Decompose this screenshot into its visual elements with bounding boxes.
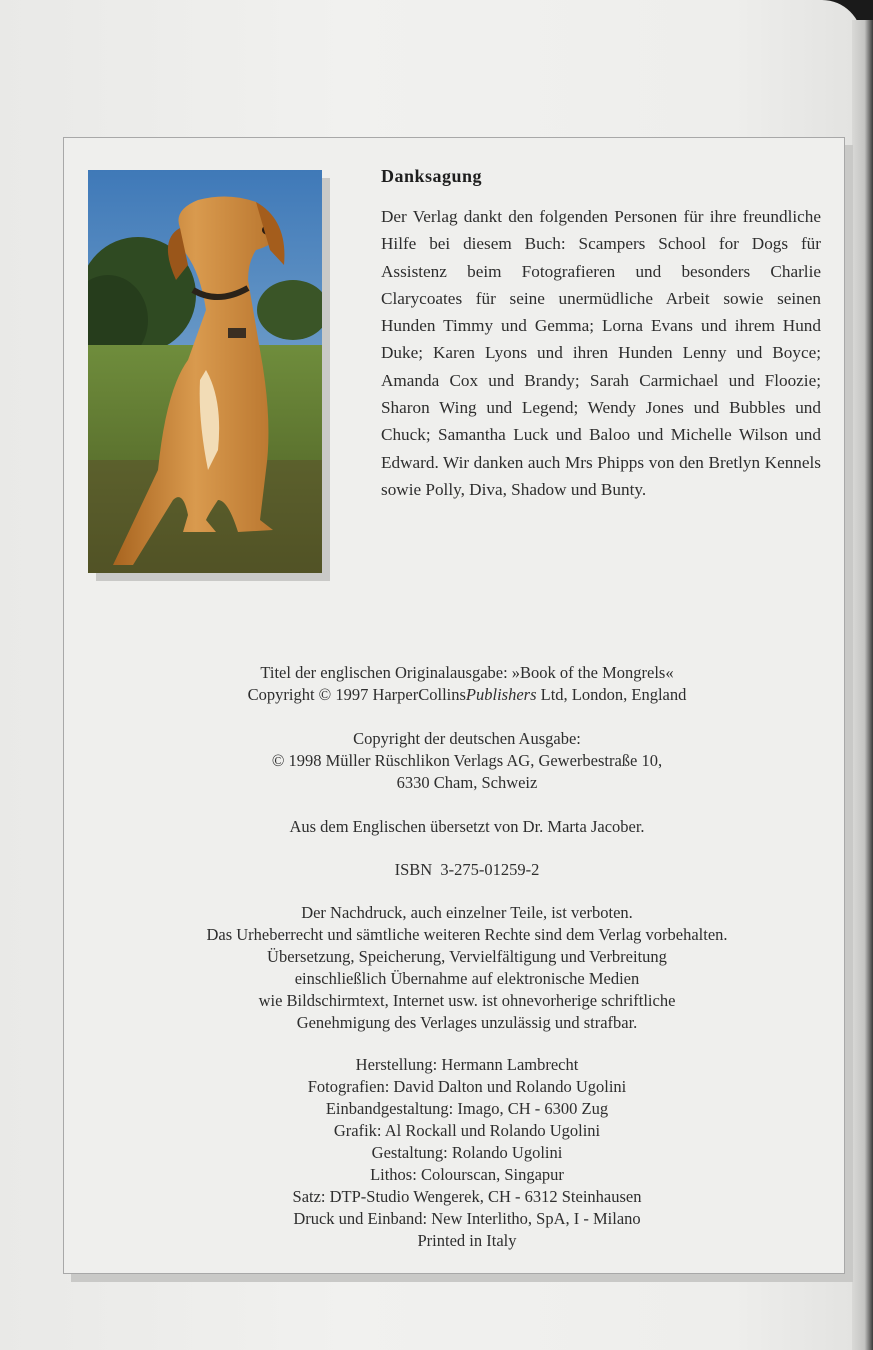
rights-block	[63, 902, 871, 1034]
original-copyright-line: Copyright © 1997 HarperCollinsPublishers Ltd, London, England	[247, 685, 687, 704]
isbn-line: ISBN 3-275-01259-2	[394, 860, 540, 879]
rights-line: wie Bildschirmtext, Internet usw. ist ohnevorherige schriftliche	[258, 991, 676, 1010]
dog-photo	[88, 170, 322, 573]
german-copyright-line: Copyright der deutschen Ausgabe:	[353, 729, 581, 748]
credit-line: Einbandgestaltung: Imago, CH - 6300 Zug	[325, 1099, 609, 1118]
original-title-line: Titel der englischen Originalausgabe: »Book of the Mongrels«	[260, 663, 674, 682]
credits-block	[63, 1054, 871, 1252]
translator-line: Aus dem Englischen übersetzt von Dr. Marta Jacober.	[289, 817, 645, 836]
credit-line: Grafik: Al Rockall und Rolando Ugolini	[333, 1121, 601, 1140]
german-copyright-line: © 1998 Müller Rüschlikon Verlags AG, Gewerbestraße 10,	[271, 751, 663, 770]
acknowledgement-section	[381, 166, 821, 503]
credit-line: Satz: DTP-Studio Wengerek, CH - 6312 Steinhausen	[292, 1187, 642, 1206]
credit-line: Fotografien: David Dalton und Rolando Ugolini	[307, 1077, 627, 1096]
original-edition-block	[63, 662, 871, 706]
credit-line: Druck und Einband: New Interlitho, SpA, I - Milano	[293, 1209, 641, 1228]
rights-line: einschließlich Übernahme auf elektronische Medien	[294, 969, 640, 988]
rights-line: Übersetzung, Speicherung, Vervielfältigung und Verbreitung	[267, 947, 667, 966]
german-copyright-block	[63, 728, 871, 794]
rights-line: Der Nachdruck, auch einzelner Teile, ist verboten.	[301, 903, 633, 922]
credit-line: Gestaltung: Rolando Ugolini	[371, 1143, 563, 1162]
german-copyright-line: 6330 Cham, Schweiz	[396, 773, 538, 792]
credit-line: Herstellung: Hermann Lambrecht	[355, 1055, 579, 1074]
credit-line: Printed in Italy	[417, 1231, 517, 1250]
rights-line: Genehmigung des Verlages unzulässig und strafbar.	[296, 1013, 638, 1032]
credit-line: Lithos: Colourscan, Singapur	[370, 1165, 564, 1184]
acknowledgement-text: Der Verlag dankt den folgenden Personen für ihre freundliche Hilfe bei diesem Buch: Scampers School for Dogs für Assistenz beim Fotografieren und besonders Charlie Clarycoates für seine unermüdliche Arbeit sowie seinen Hunden Timmy und Gemma; Lorna Evans und ihrem Hund Duke; Karen Lyons und ihren Hunden Lenny und Boyce; Amanda Cox und Brandy; Sarah Carmichael und Floozie; Sharon Wing und Legend; Wendy Jones und Bubbles und Chuck; Samantha Luck und Baloo und Michelle Wilson und Edward. Wir danken auch Mrs Phipps von den Bretlyn Kennels sowie Polly, Diva, Shadow und Bunty.	[381, 207, 821, 499]
acknowledgement-heading: Danksagung	[381, 166, 483, 186]
rights-line: Das Urheberrecht und sämtliche weiteren Rechte sind dem Verlag vorbehalten.	[206, 925, 728, 944]
